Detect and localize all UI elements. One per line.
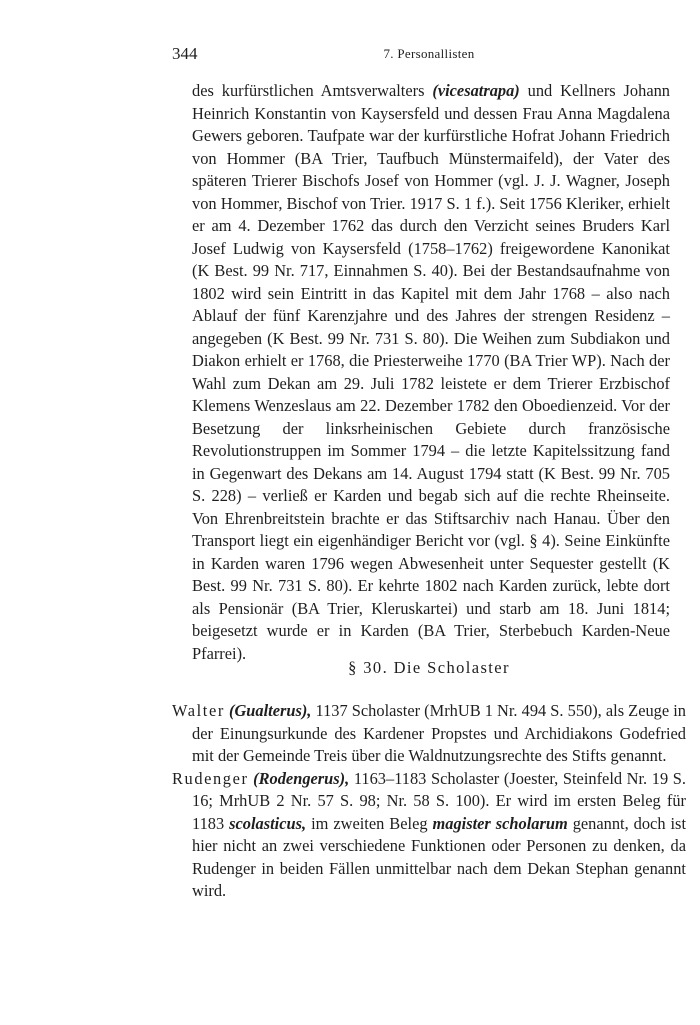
- latin-name: (Rodengerus),: [253, 768, 350, 788]
- entry-name: Rudenger: [172, 768, 249, 788]
- list-item: [172, 700, 686, 768]
- entry-text: 1137 Scholaster (MrhUB 1 Nr. 494 S. 550), als Zeuge in der Einungsurkunde des Kardener Propstes und Archidiakons Godefried mit der Gemeinde Treis über die Waldnutzungsrechte des Stifts genannt.: [192, 701, 686, 765]
- latin-name: (Gualterus),: [228, 701, 312, 720]
- entry-text: genannt, doch ist hier nicht an zwei verschiedene Funktionen oder Personen zu denken, da Rudenger in beiden Fällen unmittelbar nach dem Dekan Stephan genannt wird.: [192, 813, 686, 900]
- section-heading: § 30. Die Scholaster: [348, 658, 510, 677]
- page-number: 344: [172, 44, 198, 63]
- list-item: [172, 768, 686, 903]
- entry-name: Walter: [172, 701, 225, 720]
- page-header: [172, 44, 686, 68]
- body-text-part: und Kellners Johann Heinrich Konstantin von Kaysersfeld und dessen Frau Anna Magdalena Gewers geboren. Taufpate war der kurfürstliche Hofrat Johann Friedrich von Hommer (BA Trier, Taufbuch Münstermaifeld), der Vater des späteren Trierer Bischofs Josef von Hommer (vgl. J. J. Wagner, Joseph von Hommer, Bischof von Trier. 1917 S. 1 f.). Seit 1756 Kleriker, erhielt er am 4. Dezember 1762 das durch den Verzicht seines Bruders Karl Josef Ludwig von Kaysersfeld (1758–1762) freigewordene Kanonikat (K Best. 99 Nr. 717, Einnahmen S. 40). Bei der Bestandsaufnahme von 1802 wird sein Eintritt in das Kapitel mit dem Jahr 1768 – also nach Ablauf der fünf Karenzjahre und des Jahres der strengen Residenz – angegeben (K Best. 99 Nr. 731 S. 80). Die Weihen zum Subdiakon und Diakon erhielt er 1768, die Priesterweihe 1770 (BA Trier WP). Nach der Wahl zum Dekan am 29. Juli 1782 leistete er dem Trierer Erzbischof Klemens Wenzeslaus am 22. Dezember 1782 den Oboedienzeid. Vor der Besetzung der linksrheinischen Gebiete durch französische Revolutionstruppen im Sommer 1794 – die letzte Kapitelssitzung fand in Gegenwart des Dekans am 14. August 1794 statt (K Best. 99 Nr. 705 S. 228) – verließ er Karden und begab sich auf die rechte Rheinseite. Von Ehrenbreitstein brachte er das Stiftsarchiv nach Hanau. Über den Transport liegt ein eigenhändiger Bericht vor (vgl. § 4). Seine Einkünfte in Karden waren 1796 wegen Abwesenheit unter Sequester gestellt (K Best. 99 Nr. 731 S. 80). Er kehrte 1802 nach Karden zurück, lebte dort als Pensionär (BA Trier, Kleruskartei) und starb am 18. Juni 1814; beigesetzt wurde er in Karden (BA Trier, Sterbebuch Karden-Neue Pfarrei).: [192, 81, 670, 663]
- body-text-part: des kurfürstlichen Amtsverwalters: [192, 81, 433, 100]
- entry-text: 1163–1183 Scholaster (Joester, Steinfeld Nr. 19 S. 16; MrhUB 2 Nr. 57 S. 98; Nr. 58 S. 100). Er wird im ersten Beleg für 1183: [192, 768, 686, 833]
- entry-list: [172, 700, 686, 903]
- latin-term: scolasticus,: [229, 813, 307, 833]
- latin-term: magister scholarum: [432, 813, 568, 833]
- latin-term: (vicesatrapa): [432, 81, 520, 100]
- body-paragraph: [192, 80, 670, 665]
- running-head: 7. Personallisten: [383, 46, 475, 61]
- entry-text: im zweiten Beleg: [306, 813, 433, 833]
